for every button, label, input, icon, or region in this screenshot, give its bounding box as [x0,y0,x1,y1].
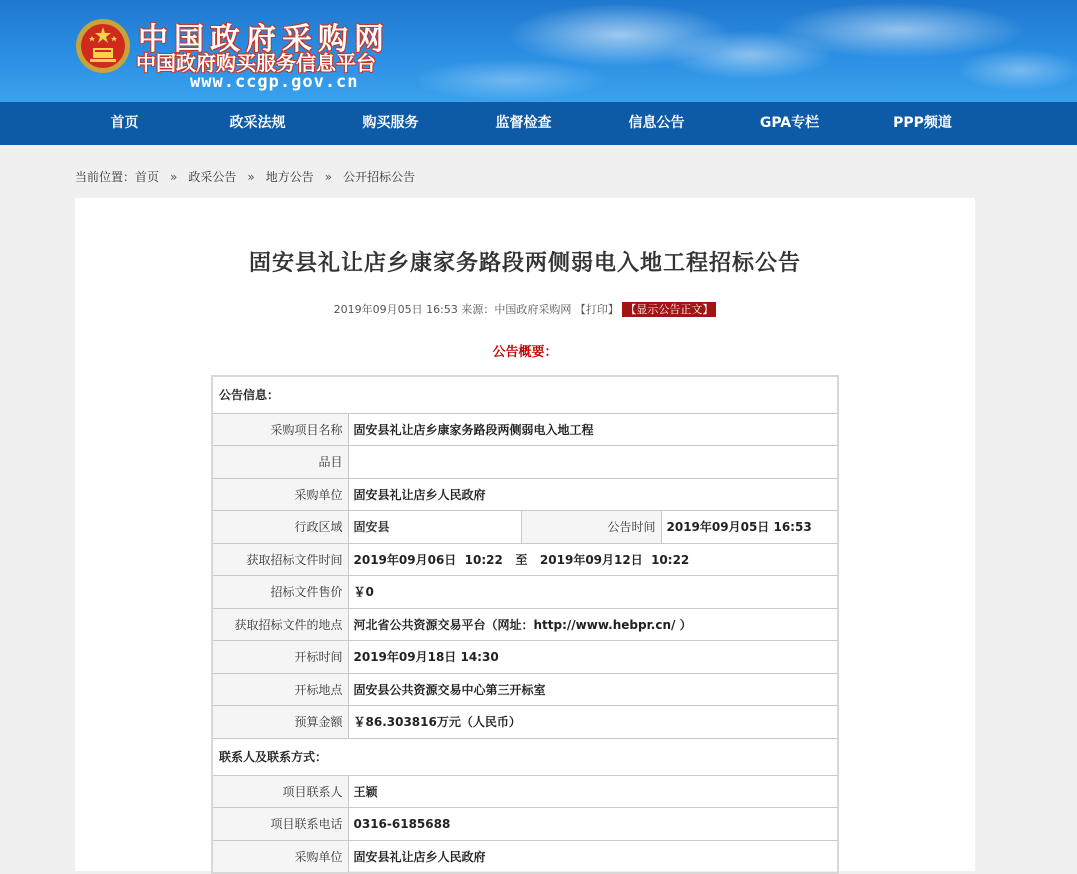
budget-value: ￥86.303816万元（人民币） [348,706,838,739]
content-panel [75,198,975,871]
field-label: 获取招标文件时间 [212,543,348,576]
nav-supervision[interactable]: 监督检查 [495,115,552,131]
site-banner [0,0,1077,102]
field-label: 品目 [212,446,348,479]
page-title: 固安县礼让店乡康家务路段两侧弱电入地工程招标公告 [248,251,801,276]
nav-home[interactable]: 首页 [110,115,139,131]
notice-info-table [211,375,839,874]
breadcrumb-separator: » [324,170,333,184]
site-subtitle: 中国政府购买服务信息平台 [136,51,376,75]
buyer-value: 固安县礼让店乡人民政府 [348,478,838,511]
section-contact: 联系人及联系方式： [212,738,838,775]
notice-source: 中国政府采购网 [494,303,572,316]
table-row [212,706,838,739]
breadcrumb-separator: » [247,170,255,184]
field-label: 采购项目名称 [212,413,348,446]
open-place-value: 固安县公共资源交易中心第三开标室 [348,673,838,706]
table-row [212,478,838,511]
nav-regulations[interactable]: 政采法规 [229,115,286,131]
table-row [212,738,838,775]
notice-meta [75,301,975,317]
site-title: 中国政府采购网 [138,22,390,57]
field-label: 公告时间 [521,511,661,544]
publish-time-value: 2019年09月05日 16:53 [661,511,838,544]
nav-purchase-services[interactable]: 购买服务 [362,115,419,131]
project-name-value: 固安县礼让店乡康家务路段两侧弱电入地工程 [348,413,838,446]
field-label: 获取招标文件的地点 [212,608,348,641]
field-label: 行政区域 [212,511,348,544]
nav-announcements[interactable]: 信息公告 [628,115,685,131]
table-row [212,543,838,576]
field-label: 采购单位 [212,478,348,511]
section-notice-info: 公告信息： [212,376,838,413]
table-row [212,808,838,841]
breadcrumb-label: 当前位置： [75,170,136,184]
summary-heading: 公告概要： [492,345,558,360]
breadcrumb-procurement-notices[interactable]: 政采公告 [188,170,237,184]
field-label: 项目联系电话 [212,808,348,841]
field-label: 预算金额 [212,706,348,739]
nav-gpa[interactable]: GPA专栏 [759,115,820,131]
table-row [212,413,838,446]
item-value [348,446,838,479]
region-value: 固安县 [348,511,521,544]
national-emblem-icon [75,18,131,74]
source-label: 来源： [461,303,495,316]
print-link[interactable]: 【打印】 [574,303,619,316]
breadcrumb-home[interactable]: 首页 [135,170,160,184]
breadcrumb-separator: » [170,170,178,184]
table-row [212,775,838,808]
nav-ppp[interactable]: PPP频道 [893,115,952,131]
breadcrumb-open-tender[interactable]: 公开招标公告 [343,170,416,184]
breadcrumb [0,145,1077,198]
breadcrumb-local-notices[interactable]: 地方公告 [265,170,314,184]
show-full-text-button[interactable]: 【显示公告正文】 [622,302,716,317]
doc-place-value: 河北省公共资源交易平台（网址：http://www.hebpr.cn/ ） [348,608,838,641]
buyer-contact-value: 固安县礼让店乡人民政府 [348,840,838,873]
phone-value: 0316-6185688 [348,808,838,841]
site-url: www.ccgp.gov.cn [190,72,359,92]
doc-price-value: ￥0 [348,576,838,609]
table-row [212,576,838,609]
contact-value: 王颖 [348,775,838,808]
field-label: 开标时间 [212,641,348,674]
field-label: 项目联系人 [212,775,348,808]
main-nav [0,102,1077,145]
table-row [212,511,838,544]
field-label: 采购单位 [212,840,348,873]
table-row [212,641,838,674]
table-row [212,673,838,706]
table-row [212,446,838,479]
open-time-value: 2019年09月18日 14:30 [348,641,838,674]
field-label: 开标地点 [212,673,348,706]
table-row [212,608,838,641]
doc-time-value: 2019年09月06日 10:22 至 2019年09月12日 10:22 [348,543,838,576]
field-label: 招标文件售价 [212,576,348,609]
banner-sky-background [420,0,1077,102]
table-row [212,840,838,873]
notice-date: 2019年09月05日 16:53 [333,303,458,316]
table-row [212,376,838,413]
